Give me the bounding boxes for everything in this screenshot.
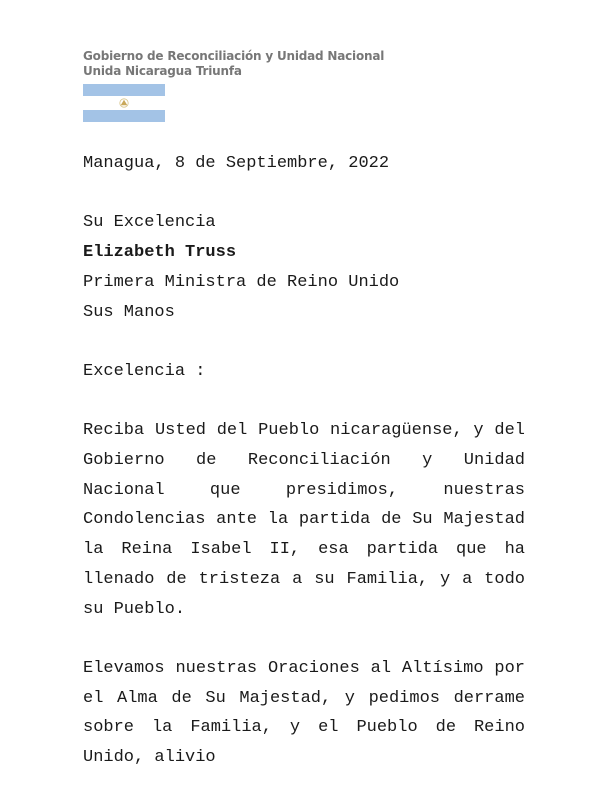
recipient-delivery: Sus Manos: [83, 302, 175, 322]
letter-paragraph-2: Elevamos nuestras Oraciones al Altísimo por el Alma de Su Majestad, y pedimos derrame sobre la Familia, y el Pueblo de Reino Unido, alivio: [83, 658, 525, 767]
recipient-name: Elizabeth Truss: [83, 243, 237, 263]
recipient-salutation: Su Excelencia: [83, 213, 216, 233]
letter-paragraph-1: Reciba Usted del Pueblo nicaragüense, y del Gobierno de Reconciliación y Unidad Nacional que presidimos, nuestras Condolencias ante la partida de Su Majestad la Reina Isabel II, esa partida que ha llenado de tristeza a su Familia, y a todo su Pueblo.: [83, 421, 525, 619]
letterhead: [83, 49, 384, 79]
letter-date: Managua, 8 de Septiembre, 2022: [83, 154, 390, 173]
nicaragua-flag-icon: [83, 84, 165, 122]
letter-greeting: Excelencia :: [83, 361, 206, 381]
recipient-title: Primera Ministra de Reino Unido: [83, 272, 400, 292]
letterhead-government-name: Gobierno de Reconciliación y Unidad Nacional: [83, 49, 385, 63]
letter-body: [83, 149, 525, 773]
letterhead-slogan: Unida Nicaragua Triunfa: [83, 64, 242, 78]
